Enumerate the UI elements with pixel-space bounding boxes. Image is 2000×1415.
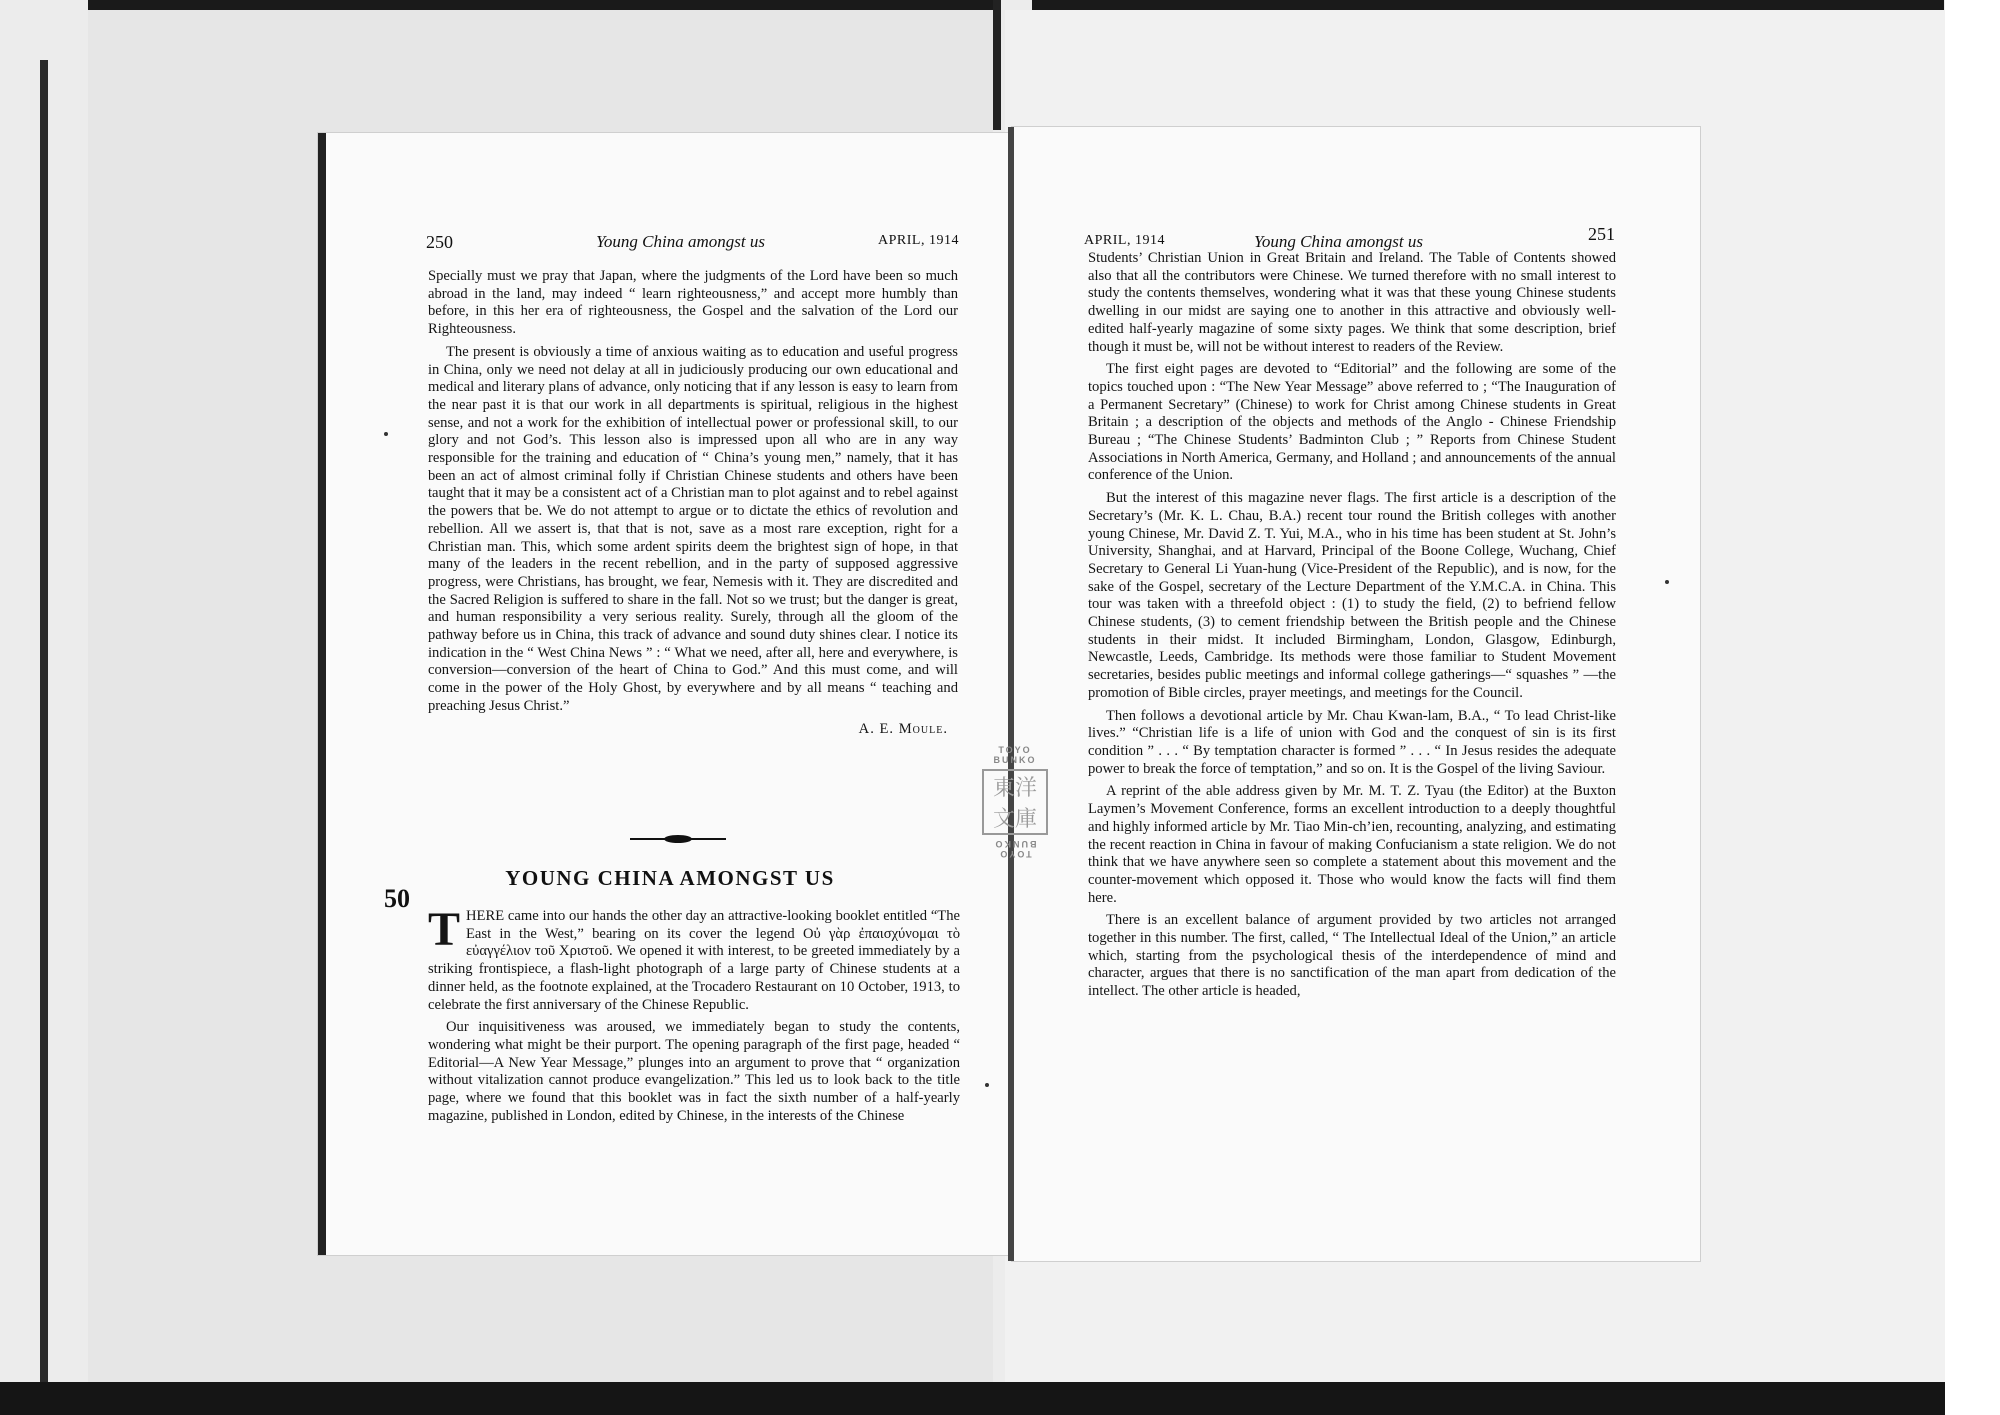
page-number-right: 251 — [1588, 224, 1615, 244]
paragraph: Then follows a devotional article by Mr. Chau Kwan-lam, B.A., “ To lead Christ-like lives.” “Christian life is a life of union with God and the conquest of sin is its first condition ” . . . “ By temptation character is formed ” . . . “ In Jesus resides the adequate power to break the force of temptation,” and so on. It is the Gospel of the living Saviour. — [1088, 707, 1616, 777]
divider-ornament — [628, 833, 728, 845]
scan-edge — [88, 0, 993, 10]
paragraph: The present is obviously a time of anxious waiting as to education and useful progress in China, only we need not delay at all in judiciously producing our own educational and medical and literary plans of advance, only noticing that if any lesson is easy to learn from the near past it is that our work in all departments is spiritual, religious in the highest sense, and not a work for the exhibition of intellectual power or professional skill, to our glory and not God’s. This lesson also is impressed upon all who are in any way responsible for the training and education of “ China’s young men,” namely, that it has been an act of almost criminal folly if Christian Chinese students and others have been taught that it may be a consistent act of a Christian man to plot against and to rebel against the powers that be. We do not attempt to argue or to dictate the ethics of revolution and rebellion. All we assert is, that that is not, save as a most rare exception, right for a Christian man. This, which some ardent spirits deem the brightest sign of hope, in that many of the leaders in the recent rebellion, and in the party of supposed aggressive progress, were Christians, has brought, we fear, Nemesis with it. They are discredited and the Sacred Religion is suffered to share in the fall. Not so we trust; but the danger is great, and human responsibility a very serious reality. Surely, through all the gloom of the pathway before us in China, this track of advance and sound duty shines clear. I notice its indication in the “ West China News ” : “ What we need, after all, here and everywhere, is conversion—conversion of the heart of China to God.” And this must come, and will come in the power of the Holy Ghost, by everywhere and by all means “ teaching and preaching Jesus Christ.” — [428, 343, 958, 714]
margin-number: 50 — [384, 884, 410, 913]
paragraph: Students’ Christian Union in Great Britain and Ireland. The Table of Contents showed also that all the contributors were Chinese. We turned therefore with no small interest to study the contents themselves, wondering what it was that these young Chinese students dwelling in our midst are saying one to another in this attractive and obviously well-edited half-yearly magazine of some sixty pages. We think that some description, brief though it must be, will not be without interest to readers of the Review. — [1088, 250, 1616, 355]
right-text — [1088, 250, 1616, 1006]
left-article-text — [428, 903, 960, 1130]
scan-edge — [1032, 0, 1944, 10]
library-stamp — [980, 745, 1050, 857]
running-title-left: Young China amongst us — [596, 232, 765, 251]
date-right: APRIL, 1914 — [1084, 233, 1165, 248]
gutter-shadow — [993, 0, 1001, 130]
scan-edge — [1945, 0, 2000, 1415]
paragraph: Our inquisitiveness was aroused, we immediately began to study the contents, wondering what might be their purport. The opening paragraph of the first page, headed “ Editorial—A New Year Message,” plunges into an argument to prove that “ organization without vitalization cannot produce evangelization.” This led us to look back to the title page, where we found that this booklet was in fact the sixth number of a half-yearly magazine, published in London, edited by Chinese, in the interests of the Chinese — [428, 1019, 960, 1124]
article-title: YOUNG CHINA AMONGST US — [505, 866, 835, 890]
scan-speck — [1665, 580, 1669, 584]
paragraph: There is an excellent balance of argument provided by two articles not arranged together in this number. The first, called, “ The Intellectual Ideal of the Union,” an article which, starting from the psychological thesis of the interdependence of mind and character, argues that there is no sanctification of the man apart from dedication of the intellect. The other article is headed, — [1088, 912, 1616, 1000]
stamp-top-text: TOYO BUNKO — [993, 745, 1037, 765]
paragraph: The first eight pages are devoted to “Editorial” and the following are some of the topics touched upon : “The New Year Message” above referred to ; “The Inauguration of a Permanent Secretary” (Chinese) to work for Christ among Chinese students in Great Britain ; a description of the objects and methods of the Anglo - Chinese Friendship Bureau ; “The Chinese Students’ Badminton Club ; ” Reports from Chinese Student Associations in North America, Germany, and Holland ; and announcements of the annual conference of the Union. — [1088, 361, 1616, 484]
paragraph: But the interest of this magazine never flags. The first article is a description of the Secretary’s (Mr. K. L. Chau, B.A.) recent tour round the British colleges with another young Chinese, Mr. David Z. T. Yui, M.A., who in his time has been student at St. John’s University, Shanghai, and at Harvard, Principal of the Boone College, Wuchang, Chief Secretary to General Li Yuan-hung (Vice-President of the Republic), and is now, for the sake of the Gospel, secretary of the Lecture Department of the Y.M.C.A. in China. This tour was taken with a threefold object : (1) to study the field, (2) to befriend fellow Chinese students, (3) to cement friendship between the British people and the Chinese students in their midst. It included Birmingham, London, Glasgow, Edinburgh, Newcastle, Leeds, Cambridge. Its methods were those familiar to Student Movement secretaries, besides public meetings and informal college gatherings—“ squashes ” —the promotion of Bible circles, prayer meetings, and meetings for the Council. — [1088, 490, 1616, 701]
paragraph: A reprint of the able address given by Mr. M. T. Z. Tyau (the Editor) at the Buxton Laymen’s Movement Conference, forms an excellent introduction to a deeply thoughtful and highly informed article by Mr. Tiao Min-ch’ien, recounting, analyzing, and estimating the recent reaction in China in favour of making Confucianism a state religion. We do not think that we have anywhere seen so complete a statement about this movement and the counter-movement which opposed it. Those who would know the facts will find them here. — [1088, 783, 1616, 906]
scan-edge — [40, 60, 48, 1390]
paragraph-text: HERE came into our hands the other day an attractive-looking booklet entitled “The East in the West,” bearing on its cover the legend Οὐ γὰρ ἐπαισχύνομαι τὸ εὐαγγέλιον τοῦ Χριστοῦ. We opened it with interest, to be greeted immediately by a striking frontispiece, a flash-light photograph of a large party of Chinese students at a dinner held, as the footnote explained, at the Trocadero Restaurant on 10 October, 1913, to celebrate the first anniversary of the Chinese Republic. — [428, 908, 960, 1013]
scan-speck — [384, 432, 388, 436]
paragraph: Specially must we pray that Japan, where the judgments of the Lord have been so much abroad in the land, may indeed “ learn righteousness,” and accept more humbly than before, in this her era of righteousness, the Gospel and the salvation of the Lord our Righteousness. — [428, 268, 958, 338]
scan-speck — [985, 1083, 989, 1087]
scan-edge — [0, 1382, 2000, 1415]
stamp-bottom-text: TOYO BUNKO — [993, 839, 1037, 859]
running-title-right: Young China amongst us — [1254, 232, 1423, 251]
stamp-seal: 東洋文庫 — [982, 769, 1048, 835]
book-spine — [1008, 127, 1014, 1261]
date-left: APRIL, 1914 — [878, 233, 959, 248]
signature: A. E. Moule. — [858, 720, 948, 737]
paragraph — [428, 903, 960, 1014]
drop-cap: T — [428, 903, 461, 956]
left-upper-text — [428, 268, 958, 738]
page-number-left: 250 — [426, 232, 453, 252]
